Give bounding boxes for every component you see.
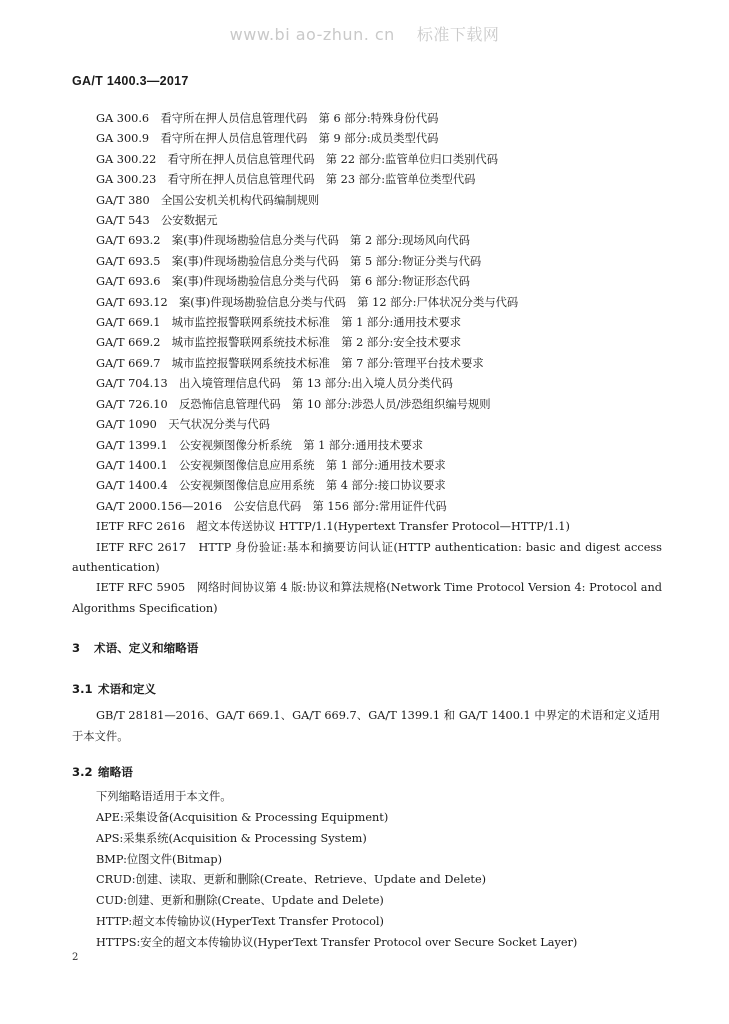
reference-item: GA 300.22 看守所在押人员信息管理代码 第 22 部分:监管单位归口类别代码 bbox=[96, 152, 499, 166]
reference-item: IETF RFC 2616 超文本传送协议 HTTP/1.1(Hypertext Transfer Protocol—HTTP/1.1) bbox=[96, 520, 570, 534]
reference-item: GA/T 380 全国公安机关机构代码编制规则 bbox=[96, 193, 320, 207]
section-heading-3-1 bbox=[72, 681, 156, 697]
reference-item: GA/T 704.13 出入境管理信息代码 第 13 部分:出入境人员分类代码 bbox=[96, 377, 453, 391]
section-heading-3-2 bbox=[72, 764, 133, 780]
reference-item: GA/T 2000.156—2016 公安信息代码 第 156 部分:常用证件代码 bbox=[96, 499, 447, 513]
abbreviation-item: BMP:位图文件(Bitmap) bbox=[96, 852, 223, 866]
reference-item: GA/T 1400.1 公安视频图像信息应用系统 第 1 部分:通用技术要求 bbox=[96, 458, 446, 472]
watermark bbox=[0, 22, 729, 45]
watermark-url: www.bi ao-zhun. cn bbox=[229, 25, 395, 44]
abbreviation-item: CUD:创建、更新和删除(Create、Update and Delete) bbox=[96, 894, 384, 908]
reference-item: GA 300.6 看守所在押人员信息管理代码 第 6 部分:特殊身份代码 bbox=[96, 112, 439, 125]
reference-item: GA/T 669.1 城市监控报警联网系统技术标准 第 1 部分:通用技术要求 bbox=[96, 316, 462, 330]
abbreviation-list bbox=[96, 808, 666, 954]
section-number: 3 bbox=[72, 641, 81, 655]
reference-item: GA/T 726.10 反恐怖信息管理代码 第 10 部分:涉恐人员/涉恐组织编号规则 bbox=[96, 397, 491, 411]
section-heading-3 bbox=[72, 640, 198, 656]
terms-paragraph: GB/T 28181—2016、GA/T 669.1、GA/T 669.7、GA/T 1399.1 和 GA/T 1400.1 中界定的术语和定义适用于本文件。 bbox=[72, 709, 660, 743]
abbreviation-item: HTTPS:安全的超文本传输协议(HyperText Transfer Protocol over Secure Socket Layer) bbox=[96, 935, 578, 949]
watermark-site: 标准下载网 bbox=[416, 25, 500, 44]
reference-item: GA/T 693.6 案(事)件现场勘验信息分类与代码 第 6 部分:物证形态代码 bbox=[96, 275, 470, 289]
reference-item: GA 300.9 看守所在押人员信息管理代码 第 9 部分:成员类型代码 bbox=[96, 132, 439, 146]
reference-item: GA/T 1399.1 公安视频图像分析系统 第 1 部分:通用技术要求 bbox=[96, 438, 424, 452]
document-header: GA/T 1400.3—2017 bbox=[72, 74, 189, 88]
page-number: 2 bbox=[72, 952, 79, 963]
section-number: 3.2 bbox=[72, 765, 93, 779]
section-title: 缩略语 bbox=[98, 765, 133, 779]
reference-item: GA/T 1400.4 公安视频图像信息应用系统 第 4 部分:接口协议要求 bbox=[96, 479, 446, 493]
abbreviation-item: APE:采集设备(Acquisition & Processing Equipment) bbox=[96, 811, 389, 824]
section-title: 术语和定义 bbox=[98, 682, 157, 696]
reference-item: GA 300.23 看守所在押人员信息管理代码 第 23 部分:监管单位类型代码 bbox=[96, 173, 476, 187]
reference-item: GA/T 693.12 案(事)件现场勘验信息分类与代码 第 12 部分:尸体状况分类与代码 bbox=[96, 295, 519, 309]
abbreviation-item: APS:采集系统(Acquisition & Processing System) bbox=[96, 831, 367, 845]
reference-item: GA/T 669.7 城市监控报警联网系统技术标准 第 7 部分:管理平台技术要求 bbox=[96, 356, 484, 370]
abbreviation-item: HTTP:超文本传输协议(HyperText Transfer Protocol) bbox=[96, 914, 384, 928]
reference-item: GA/T 1090 天气状况分类与代码 bbox=[96, 418, 270, 432]
normative-references bbox=[72, 109, 662, 619]
abbreviation-item: CRUD:创建、读取、更新和删除(Create、Retrieve、Update and Delete) bbox=[96, 873, 487, 887]
reference-item: IETF RFC 2617 HTTP 身份验证:基本和摘要访问认证(HTTP authentication: basic and digest access authentication) bbox=[72, 540, 662, 574]
section-title: 术语、定义和缩略语 bbox=[94, 641, 199, 655]
reference-item: IETF RFC 5905 网络时间协议第 4 版:协议和算法规格(Network Time Protocol Version 4: Protocol and Algorithms Specification) bbox=[72, 581, 662, 615]
abbreviations-intro: 下列缩略语适用于本文件。 bbox=[96, 790, 232, 803]
section-number: 3.1 bbox=[72, 682, 93, 696]
reference-item: GA/T 693.2 案(事)件现场勘验信息分类与代码 第 2 部分:现场风向代码 bbox=[96, 234, 470, 248]
reference-item: GA/T 543 公安数据元 bbox=[96, 214, 218, 228]
reference-item: GA/T 669.2 城市监控报警联网系统技术标准 第 2 部分:安全技术要求 bbox=[96, 336, 462, 350]
reference-item: GA/T 693.5 案(事)件现场勘验信息分类与代码 第 5 部分:物证分类与代码 bbox=[96, 254, 482, 268]
